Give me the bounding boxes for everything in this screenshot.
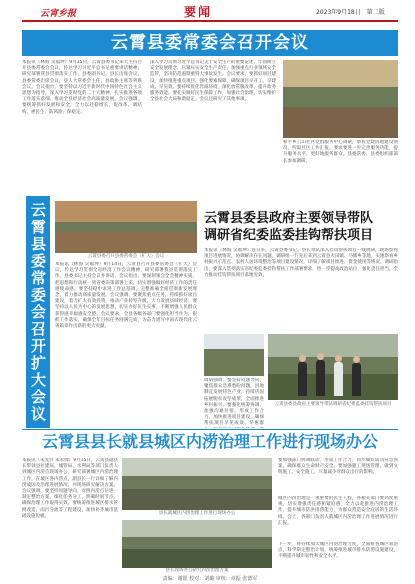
masthead-rule: [22, 20, 398, 22]
article-1-col-3: 和平乡云山社区党群服务中心调研，察看党建阵地建设情况，听取社区工作汇报。要求要进一步完善服务功能，提升服务水平，更好地服务群众。县委常委、县委组织部部长参加调研。: [283, 140, 398, 164]
article-3-col-1: 本报讯（林海 吴福坤）连日来，云霄县委书记、县长带队深入挂钩帮扶项目一线调研，现场察看项目进展情况，协调解决存在问题。调研组一行先后来到云霄县火田镇、马铺乡等地，实地察看乡村振兴示范点、农村人居环境整治等项目建设情况，详细了解项目推进、资金使用等情况。调研指出，要深入贯彻落实省纪委监委挂钩帮扶工作部署要求，进一步提高政治站位，强化责任担当，全力推动挂钩帮扶项目落地见效。: [204, 248, 398, 278]
caption-4: 县长就城区内涝治理工作进行现场办公: [158, 511, 236, 516]
paper-name: 云宵乡报: [40, 9, 77, 19]
headline-1: 云霄县委常委会召开会议: [22, 30, 398, 56]
article-4-col-3: 城区内涝治理是一项重要的民生工程，各相关部门要高度重视，切实增强责任感和紧迫感，全力以赴推进内涝治理工作，提升城市防洪排涝能力，为群众营造安全宜居的生活环境。会上，各部门负责人就城区内涝治理工作进展情况进行汇报。: [278, 496, 398, 526]
photo-inspection-group: [268, 334, 398, 400]
photo-flood-site-2: [122, 520, 272, 568]
article-2-body: 本报讯（林海 吴福坤）9月14日，云霄县召开县委常委会（扩大）会议，传达学习贯彻全省经济工作会议精神，研究部署我县贯彻落实工作。县委书记主持会议并讲话。会议指出，要深刻领会全会精神实质，把思想和行动统一到省委决策部署上来，切实增强做好经济工作的责任感使命感。要坚持稳中求进工作总基调，完整准确全面贯彻新发展理念，着力推动高质量发展。会议强调，要聚焦重点任务，持续抓好项目建设，着力扩大有效投资，推动产业转型升级，大力发展县域经济；要坚持以人民为中心的发展思想，切实办好民生实事，不断增强人民群众获得感幸福感安全感。会议要求，全县各级各部门要强化担当作为，狠抓工作落实，确保全年目标任务圆满完成，为奋力谱写中国式现代化云霄篇章作出新的更大贡献。: [55, 262, 197, 330]
section-title: 要闻: [184, 5, 213, 19]
vertical-headline: 云霄县委常委会召开扩大会议: [26, 196, 50, 428]
date-issue: 2023年9月18日 第二版: [316, 9, 385, 16]
masthead: [0, 0, 415, 30]
headline-2-line-1: 云霄县委县政府主要领导带队: [204, 211, 374, 226]
headline-2-line-2: 调研省纪委监委挂钩帮扶项目: [204, 228, 374, 243]
photo-meeting-top: [283, 60, 398, 138]
photo-flood-site-1: [122, 458, 272, 510]
article-4-col-4: 下一步，将持续加大城区内涝治理力度，全面排查城区易涝点，科学制定整治计划，统筹推进城市排水防涝设施建设，不断提升城市韧性和安全水平。: [278, 542, 398, 560]
article-3-col-2: 调研强调，要坚持问题导向，聚焦群众急难愁盼问题，因地制宜发展特色产业，持续巩固拓展脱贫攻坚成果，全面推进乡村振兴。要强化统筹协调，加强沟通对接，形成工作合力，加快推进项目建设，确保帮扶项目早见成效、早惠群: [204, 378, 264, 427]
caption-3: 云霄县委县政府主要领导带队调研省纪委监委挂钩帮扶项目: [274, 402, 392, 407]
page-footer: 责编：谢银 校对：刘璐 审核：章振 张德军: [162, 576, 258, 582]
headline-3: 云霄县县长就县城区内涝治理工作进行现场办公: [22, 430, 398, 454]
article-1-col-2: 深入学习贯彻习近平总书记关于安全生产的重要论述，牢固树立安全发展理念，压紧压实安全生产责任，加强重点行业领域安全监管，坚决防范遏制重特大事故发生。会议要求，要抓好项目建设，加快推进重点项目，强化要素保障，确保项目早开工、早建成、早见效。要持续优化营商环境，深化放管服改革，提升政务服务效能。要扎实做好民生保障工作，加强社会治理，切实维护全县社会大局和谐稳定。会议还研究了其他事项。: [150, 60, 276, 103]
article-1-col-1: 本报讯（林海 吴福坤）9月15日，云霄县委书记朱大主持召开县委常委会会议，传达学习习近平总书记重要讲话精神，研究部署我县贯彻落实工作。县委副书记、县长出席会议，县委常委出席会议，县人大常委会主任、县政协主席等列席会议。会议指出，要坚持以习近平新时代中国特色社会主义思想为指导，深入学习贯彻党的二十大精神，扎实推进各项工作落实落细，推动全县经济社会高质量发展。会议强调，要统筹抓好发展和安全，全力以赴稳增长、促改革、调结构、惠民生、防风险、保稳定。: [22, 60, 142, 115]
article-4-col-2: 要加强部门协调联动，形成工作合力，同步做好防汛应急预案，确保群众生命财产安全。要加强施工现场管理，做到文明施工、安全施工，尽量减少对群众出行的影响。: [278, 458, 398, 476]
caption-5: 县长现场办公研究内涝治理方案: [165, 568, 229, 573]
photo-inspection-small: [204, 334, 264, 376]
photo-meeting-hall: [55, 201, 197, 253]
article-4-col-1: 本报讯（朱先付 朱永帅）9月15日，云霄县副县长带领县住建局、城管局、水利局等部门负责人到城区内涝点现场办公，研究部署城区内涝治理工作。在城区各内涝点，副县长一行详细了解内涝成因及治理进展情况，并现场研究解决方案。会议强调，要坚持问题导向，对照内涝点位逐一制定整治方案，细化任务分工，明确时间节点，确保治理工作取得实效。要统筹推进城区排水管网改造、雨污分流等工程建设，加快补齐城市基础设施短板。: [22, 458, 118, 519]
caption-1: 云霄县委召开县委常委会（扩大）会议: [87, 254, 165, 259]
